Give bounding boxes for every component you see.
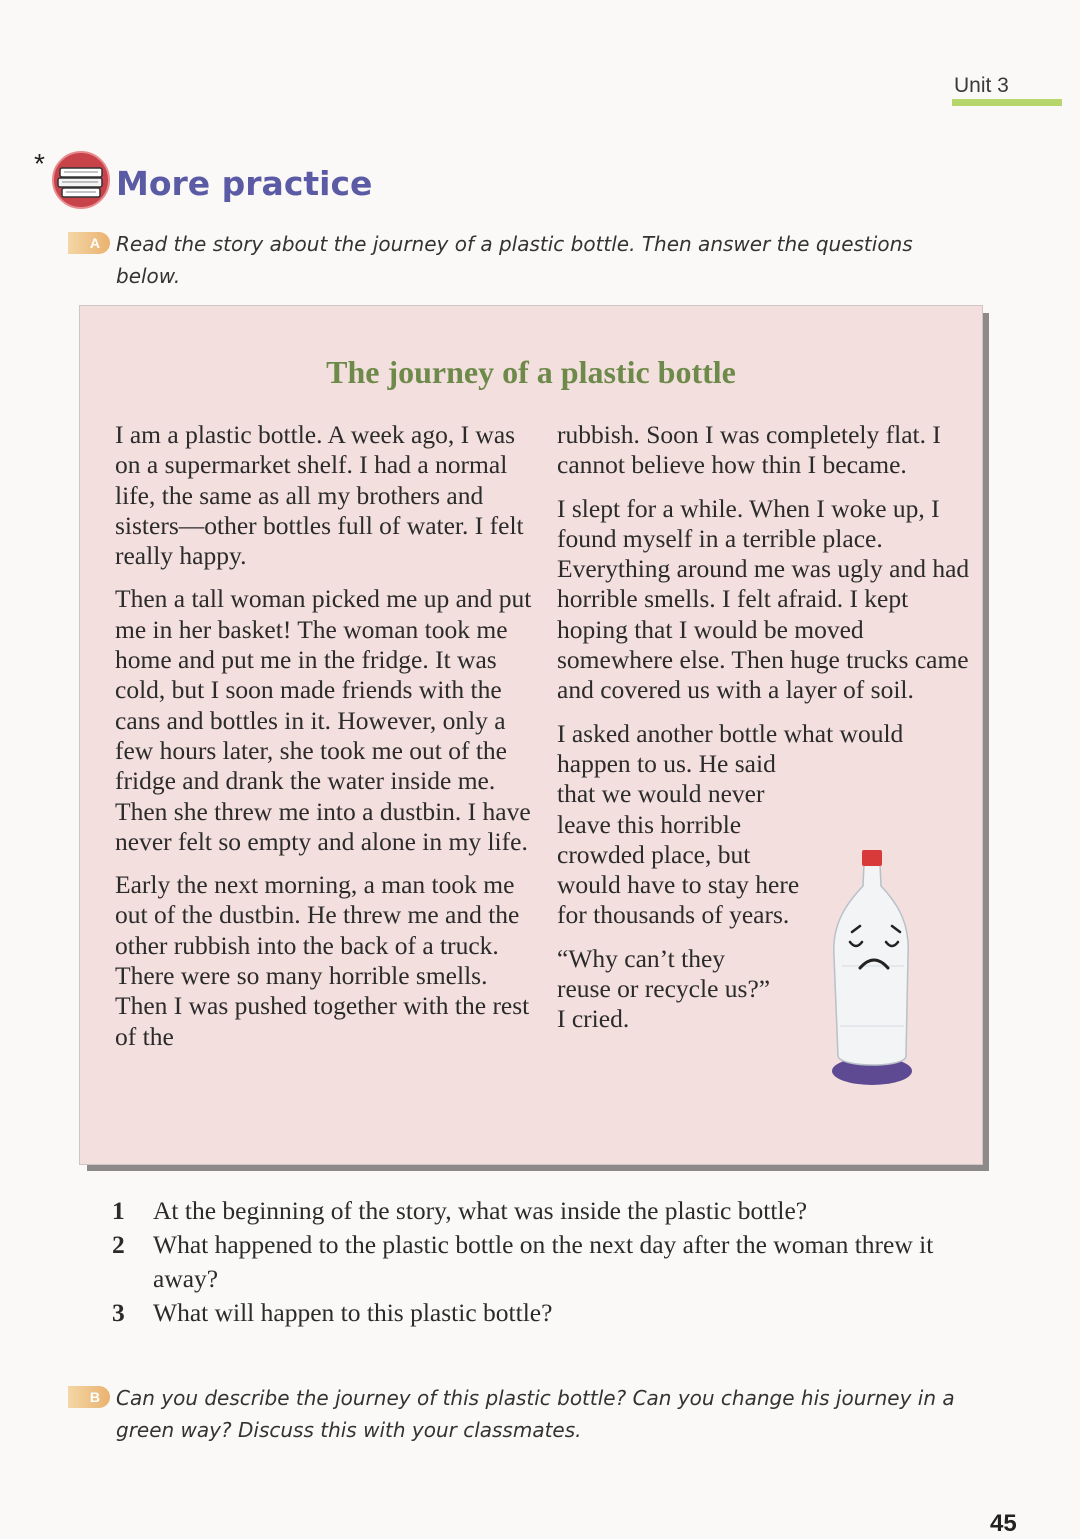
story-paragraph: Then a tall woman picked me up and put me in her basket! The woman took me home and put me in the fridge. It was cold, but I soon made friends with the cans and bottles in it. However, only a few hours later, she took me out of the fridge and drank the water inside me. Then she threw me into a dustbin. I have never felt so empty and alone in my life.	[115, 584, 532, 856]
part-a-tag: A	[68, 232, 110, 254]
sad-plastic-bottle-icon	[820, 846, 930, 1096]
question-text: What will happen to this plastic bottle?	[153, 1298, 553, 1327]
question-number: 1	[112, 1196, 125, 1225]
question-item	[112, 1296, 972, 1330]
story-left-column	[115, 420, 545, 1065]
story-paragraph: I am a plastic bottle. A week ago, I was on a supermarket shelf. I had a normal life, the same as all my brothers and sisters—other bottles full of water. I felt really happy.	[115, 420, 524, 571]
question-text: At the beginning of the story, what was inside the plastic bottle?	[153, 1196, 808, 1225]
books-icon	[50, 150, 112, 210]
page-number: 45	[990, 1510, 1017, 1537]
story-paragraph-3-first-line: I asked another bottle what would	[557, 718, 904, 748]
question-list	[112, 1194, 972, 1330]
unit-label: Unit 3	[954, 74, 1009, 97]
part-b-instruction: Can you describe the journey of this plastic bottle? Can you change his journey in a green way? Discuss this with your classmates.	[116, 1386, 955, 1442]
optional-marker: *	[34, 148, 45, 179]
story-paragraph: I slept for a while. When I woke up, I found myself in a terrible place. Everything around me was ugly and had horrible smells. I felt afraid. I kept hoping that I would be moved somewhere else. Then huge trucks came and covered us with a layer of soil.	[557, 493, 970, 705]
section-title: More practice	[116, 164, 373, 203]
question-item	[112, 1228, 972, 1296]
story-paragraph-3-rest: happen to us. He said that we would never leave this horrible crowded place, but would have to stay here for thousands of years.	[557, 748, 800, 930]
question-text: What happened to the plastic bottle on the next day after the woman threw it away?	[153, 1230, 934, 1293]
story-paragraph-4: “Why can’t they reuse or recycle us?” I cried.	[557, 943, 771, 1034]
story-title: The journey of a plastic bottle	[326, 354, 736, 390]
part-a-instruction: Read the story about the journey of a plastic bottle. Then answer the questions below.	[116, 232, 913, 288]
question-number: 3	[112, 1298, 125, 1327]
story-paragraph: Early the next morning, a man took me out of the dustbin. He threw me and the other rubbish into the back of a truck. There were so many horrible smells. Then I was pushed together with the rest of the	[115, 870, 530, 1051]
question-item	[112, 1194, 972, 1228]
question-number: 2	[112, 1230, 125, 1259]
story-paragraph: rubbish. Soon I was completely flat. I cannot believe how thin I became.	[557, 420, 941, 480]
unit-underline	[952, 99, 1062, 106]
part-b-tag: B	[68, 1386, 110, 1408]
